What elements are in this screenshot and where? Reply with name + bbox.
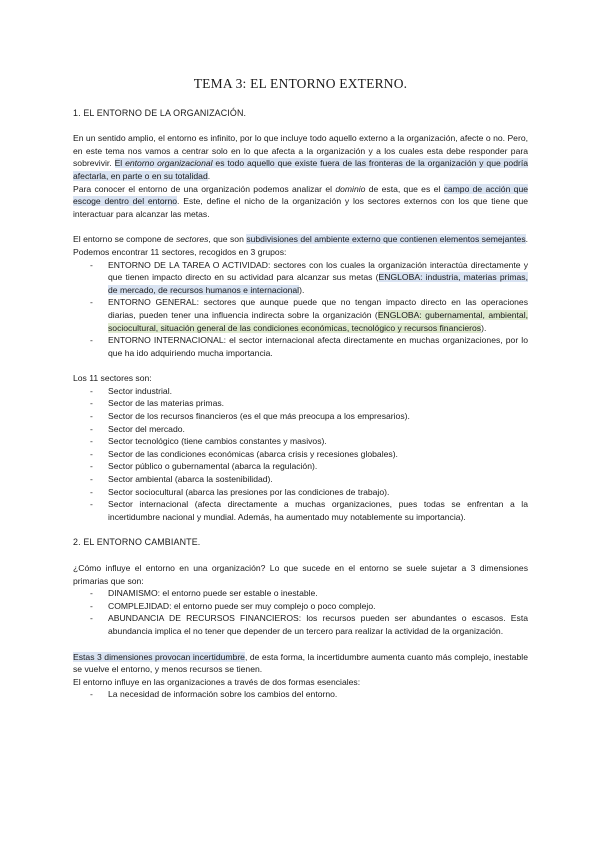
highlight-engloba: ENGLOBA: industria, materias primas, de mercado, de recursos humanos e internacional: [108, 272, 528, 295]
paragraph-dimensiones: ¿Cómo influye el entorno en una organización? Lo que sucede en el entorno se suele sujetar a 3 dimensiones primarias que son:: [73, 563, 528, 586]
list-item-sector: - Sector industrial.: [73, 385, 528, 398]
paragraph-sectores: [73, 233, 528, 258]
highlight-incertidumbre: Estas 3 dimensiones provocan incertidumbre: [73, 651, 245, 662]
text-run: El entorno se compone de: [73, 234, 176, 245]
list-item-dimension: - COMPLEJIDAD: el entorno puede ser muy complejo o poco complejo.: [73, 600, 528, 613]
list-item-sector: - Sector internacional (afecta directamente a muchas organizaciones, pues todas se enfrentan a la incertidumbre nacional y mundial. Además, ha aumentado muy notablemente su importancia).: [73, 498, 528, 523]
document-page: [73, 78, 528, 701]
list-item-sector: - Sector de los recursos financieros (es el que más preocupa a los empresarios).: [73, 410, 528, 423]
list-item-sector: - Sector público o gubernamental (abarca la regulación).: [73, 460, 528, 473]
list-item-form: - La necesidad de información sobre los cambios del entorno.: [73, 688, 528, 701]
list-item-sector: - Sector de las materias primas.: [73, 397, 528, 410]
text-run: es todo aquello que existe fuera de las fronteras de la organización y que podría afectarla, en parte o en su totalidad: [73, 158, 529, 181]
paragraph-formas: El entorno influye en las organizaciones a través de dos formas esenciales:: [73, 676, 361, 687]
paragraph-entorno-definicion: [73, 132, 528, 182]
list-item-group: [73, 259, 528, 297]
text-run: de esta, que es el: [365, 183, 444, 194]
forms-list: [73, 688, 528, 701]
text-run: Para conocer el entorno de una organización podemos analizar el: [73, 183, 336, 194]
text-run: ENTORNO DE LA TAREA O ACTIVIDAD: sectores con los cuales la organización interactúa directamente y que tienen impacto directo en su actividad para alcanzar sus metas (: [108, 259, 528, 283]
text-run: , de esta forma, la incertidumbre aumenta cuanto más complejo, inestable se vuelve el entorno, y menos recursos se tienen.: [73, 651, 528, 675]
term-entorno-organizacional: entorno organizacional: [125, 158, 213, 169]
highlight-subdivisiones: subdivisiones del ambiente externo que contienen elementos semejantes: [246, 234, 526, 245]
section-heading-2: 2. EL ENTORNO CAMBIANTE.: [73, 537, 201, 548]
text-run: . Podemos encontrar 11 sectores, recogidos en 3 grupos:: [73, 234, 529, 257]
text-run: ENTORNO INTERNACIONAL: el sector internacional afecta directamente en muchas organizaciones, por lo que ha ido adquiriendo mucha importancia.: [108, 335, 528, 358]
sectors-intro: Los 11 sectores son:: [73, 373, 152, 384]
term-dominio: dominio: [335, 183, 366, 194]
list-item-sector: - Sector tecnológico (tiene cambios constantes y masivos).: [73, 435, 528, 448]
list-item-group: [73, 334, 528, 359]
text-run: En un sentido amplio, el entorno es infinito, por lo que incluye todo aquello externo a la organización, afecte o no. Pero, en este tema nos vamos a centrar solo en lo que afecta a la organización y a los cuales esta debe responder para sobrevivir.: [73, 133, 528, 169]
paragraph-incertidumbre: [73, 651, 528, 676]
sectors-list: [73, 385, 528, 524]
section-heading-1: 1. EL ENTORNO DE LA ORGANIZACIÓN.: [73, 107, 247, 118]
highlight-campo-de-accion: campo de acción que escoge dentro del entorno: [73, 183, 528, 207]
text-run: ).: [299, 284, 305, 295]
groups-list: [73, 259, 528, 360]
list-item-sector: - Sector de las condiciones económicas (abarca crisis y recesiones globales).: [73, 448, 528, 461]
highlight-entorno-organizacional: [73, 158, 528, 181]
list-item-dimension: - ABUNDANCIA DE RECURSOS FINANCIEROS: los recursos pueden ser abundantes o escasos. Esta abundancia implica el no tener que depender de un tercero para realizar la actividad de la organización.: [73, 612, 528, 637]
list-item-sector: - Sector ambiental (abarca la sostenibilidad).: [73, 473, 528, 486]
text-run: .: [207, 170, 211, 181]
text-run: ENTORNO GENERAL: sectores que aunque puede que no tengan impacto directo en las operaciones diarias, pueden tener una influencia indirecta sobre la organización (: [108, 297, 528, 320]
dimensions-list: [73, 587, 528, 637]
paragraph-dominio: [73, 183, 528, 221]
text-run: , que son: [208, 234, 247, 245]
list-item-sector: - Sector del mercado.: [73, 423, 528, 436]
list-item-sector: - Sector sociocultural (abarca las presiones por las condiciones de trabajo).: [73, 486, 528, 499]
list-item-dimension: - DINAMISMO: el entorno puede ser estable o inestable.: [73, 587, 528, 600]
term-sectores: sectores: [175, 234, 209, 245]
document-title: TEMA 3: EL ENTORNO EXTERNO.: [193, 76, 408, 91]
highlight-engloba: ENGLOBA: gubernamental, ambiental, sociocultural, situación general de las condiciones económicas, tecnológico y recursos financieros: [108, 309, 528, 333]
text-run: . Este, define el nicho de la organización y los sectores externos con los que tiene que interactuar para alcanzar las metas.: [73, 196, 528, 219]
text-run: El: [114, 158, 126, 169]
text-run: ).: [481, 322, 487, 333]
list-item-group: [73, 296, 528, 334]
